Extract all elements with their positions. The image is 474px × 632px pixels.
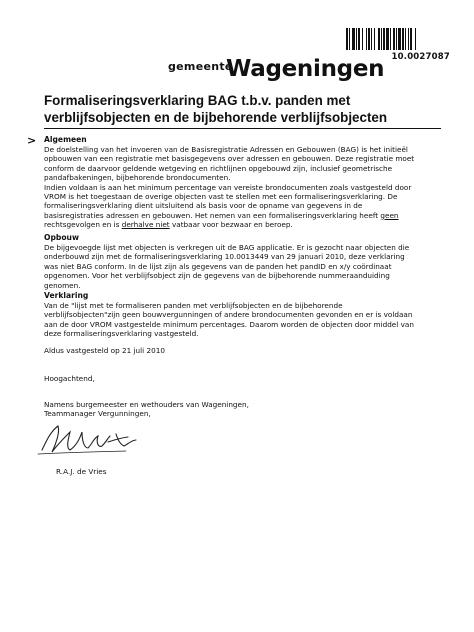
paragraph-line: Van de "lijst met te formaliseren panden met verblijfsobjecten en de bijbehorende <box>44 301 343 310</box>
paragraph-text: basisregistraties adressen en gebouwen. Het nemen van een formaliseringsverklaring heeft <box>44 210 381 220</box>
title-divider <box>44 128 441 129</box>
section-algemeen <box>44 135 444 230</box>
paragraph-line: deze formaliseringsverklaring vastgesteld. <box>44 329 199 339</box>
title-line-2: verblijfsobjecten en de bijbehorende verblijfsobjecten <box>44 110 388 125</box>
paragraph-text: rechtsgevolgen en is <box>44 220 122 230</box>
paragraph-line: onderbouwd zijn met de formaliseringsverklaring 10.0013449 van 29 januari 2010, deze verklaring <box>44 252 405 262</box>
paragraph-line: VROM is het toegestaan de overige objecten vast te stellen met een formaliseringsverklaring. De <box>44 192 398 202</box>
title-line-1: Formaliseringsverklaring BAG t.b.v. panden met <box>44 93 351 108</box>
paragraph-line: De doelstelling van het invoeren van de Basisregistratie Adressen en Gebouwen (BAG) is het initieël <box>44 145 408 154</box>
underlined-text: geen <box>380 210 399 220</box>
barcode-icon <box>346 28 450 50</box>
paragraph-line <box>44 211 444 220</box>
paragraph-line: opgenomen. Voor het verblijfsobject zijn de gegevens van de bijbehorende nummeraanduiding <box>44 271 390 281</box>
paragraph-text: vatbaar voor bezwaar en beroep. <box>169 220 293 230</box>
section-heading-opbouw: Opbouw <box>44 233 79 242</box>
on-behalf-block <box>44 400 444 419</box>
greeting: Hoogachtend, <box>44 374 95 383</box>
margin-arrow-mark: > <box>27 134 37 147</box>
established-line: Aldus vastgesteld op 21 juli 2010 <box>44 346 165 355</box>
section-heading-verklaring: Verklaring <box>44 291 89 300</box>
paragraph-line: Indien voldaan is aan het minimum percentage van vereiste brondocumenten zoals vastgesteld door <box>44 182 412 192</box>
paragraph-line: was niet BAG conform. In de lijst zijn als gegevens van de panden het pandID en x/y coördinaat <box>44 261 392 271</box>
logo-name: Wageningen <box>226 56 385 82</box>
paragraph-line <box>44 220 444 229</box>
paragraph-line: aan de door VROM vastgestelde minimum percentages. Daarom worden de objecten door middel van <box>44 319 414 329</box>
paragraph-line: verblijfsobjecten"zijn geen bouwvergunningen of andere brondocumenten gevonden en er is voldaan <box>44 310 413 320</box>
on-behalf-line: Teammanager Vergunningen, <box>44 409 151 419</box>
section-opbouw <box>44 233 444 290</box>
document-title <box>44 92 444 126</box>
paragraph-line: pandafbakeningen, bijbehorende brondocumenten. <box>44 173 231 183</box>
logo-prefix: gemeente <box>168 60 233 73</box>
underlined-text: derhalve niet <box>121 220 170 230</box>
paragraph-line: opbouwen van een registratie met basisgegevens over adressen en gebouwen. Deze registratie moet <box>44 154 415 164</box>
paragraph-line: De bijgevoegde lijst met objecten is verkregen uit de BAG applicatie. Er is gezocht naar objecten die <box>44 243 410 252</box>
section-heading-algemeen: Algemeen <box>44 135 87 144</box>
paragraph-line: conform de daarvoor geldende wetgeving en richtlijnen opgebouwd zijn, inclusief geometrische <box>44 163 393 173</box>
paragraph-line: genomen. <box>44 280 81 290</box>
section-verklaring <box>44 291 444 339</box>
document-number: 10.0027087 <box>391 52 450 62</box>
handwritten-signature <box>36 420 146 458</box>
signer-name: R.A.J. de Vries <box>56 467 107 476</box>
paragraph-line: formaliseringsverklaring dient uitsluitend als basis voor de opname van gegevens in de <box>44 201 363 211</box>
on-behalf-line: Namens burgemeester en wethouders van Wageningen, <box>44 400 249 409</box>
